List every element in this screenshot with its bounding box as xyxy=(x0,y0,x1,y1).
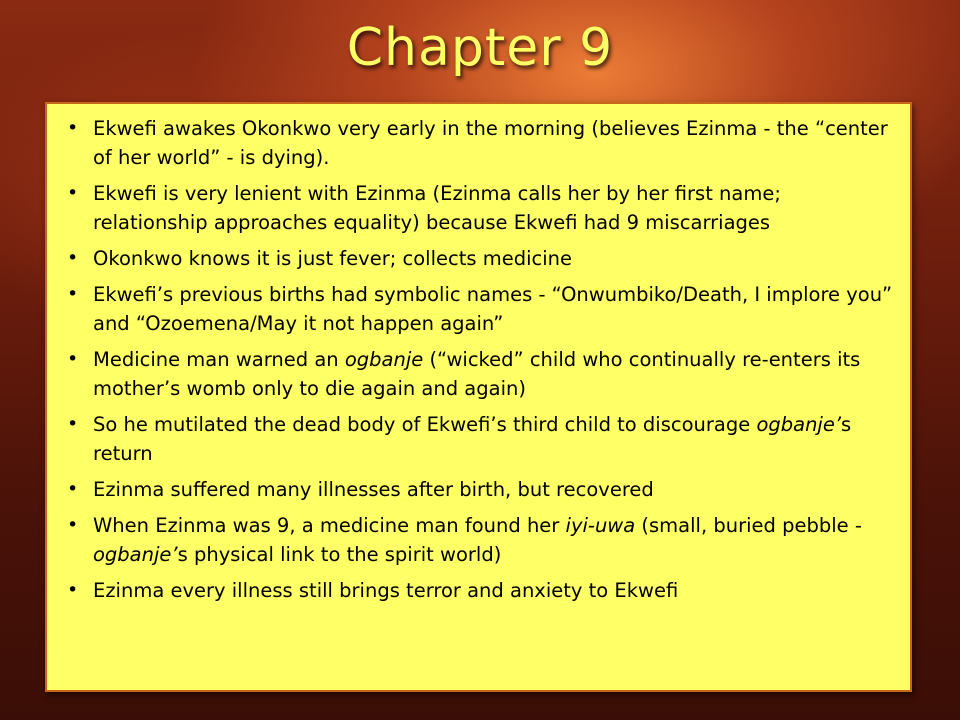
bullet-dot-icon: • xyxy=(67,247,79,269)
slide-title: Chapter 9 xyxy=(346,18,614,78)
bullet-item xyxy=(61,576,898,605)
bullet-text: Ezinma every illness still brings terror and anxiety to Ekwefi xyxy=(93,579,679,602)
bullet-item xyxy=(61,114,898,172)
bullet-text-italic: iyi-uwa xyxy=(565,514,636,537)
bullet-dot-icon: • xyxy=(67,283,79,305)
bullet-item xyxy=(61,179,898,237)
bullet-dot-icon: • xyxy=(67,117,79,139)
content-panel xyxy=(45,102,912,692)
bullet-dot-icon: • xyxy=(67,579,79,601)
bullet-dot-icon: • xyxy=(67,182,79,204)
bullet-text: Medicine man warned an xyxy=(93,348,345,371)
bullet-list xyxy=(61,114,898,605)
bullet-text: So he mutilated the dead body of Ekwefi’s third child to discourage xyxy=(93,413,757,436)
bullet-text: Ezinma suffered many illnesses after birth, but recovered xyxy=(93,478,654,501)
bullet-dot-icon: • xyxy=(67,413,79,435)
bullet-item xyxy=(61,410,898,468)
bullet-text: Ekwefi is very lenient with Ezinma (Ezinma calls her by her first name; relationship approaches equality) because Ekwefi had 9 miscarriages xyxy=(93,182,781,234)
bullet-text: Okonkwo knows it is just fever; collects medicine xyxy=(93,247,572,270)
bullet-item xyxy=(61,244,898,273)
bullet-text: Ekwefi awakes Okonkwo very early in the morning (believes Ezinma - the “center of her world” - is dying). xyxy=(93,117,888,169)
bullet-text: (small, buried pebble - xyxy=(635,514,862,537)
bullet-item xyxy=(61,475,898,504)
bullet-text: (“wicked” child who continually re-enters its mother’s womb only to die again and again) xyxy=(93,348,861,400)
bullet-item xyxy=(61,345,898,403)
bullet-text: s physical link to the spirit world) xyxy=(177,543,502,566)
bullet-item xyxy=(61,280,898,338)
bullet-text: s return xyxy=(93,413,852,465)
bullet-text-italic: ogbanje xyxy=(344,348,424,371)
bullet-dot-icon: • xyxy=(67,514,79,536)
bullet-text: When Ezinma was 9, a medicine man found her xyxy=(93,514,566,537)
bullet-dot-icon: • xyxy=(67,348,79,370)
bullet-text: Ekwefi’s previous births had symbolic names - “Onwumbiko/Death, I implore you” and “Ozoemena/May it not happen again” xyxy=(93,283,893,335)
bullet-text-italic: ogbanje’ xyxy=(756,413,842,436)
bullet-dot-icon: • xyxy=(67,478,79,500)
bullet-text-italic: ogbanje’ xyxy=(93,543,178,566)
bullet-item xyxy=(61,511,898,569)
